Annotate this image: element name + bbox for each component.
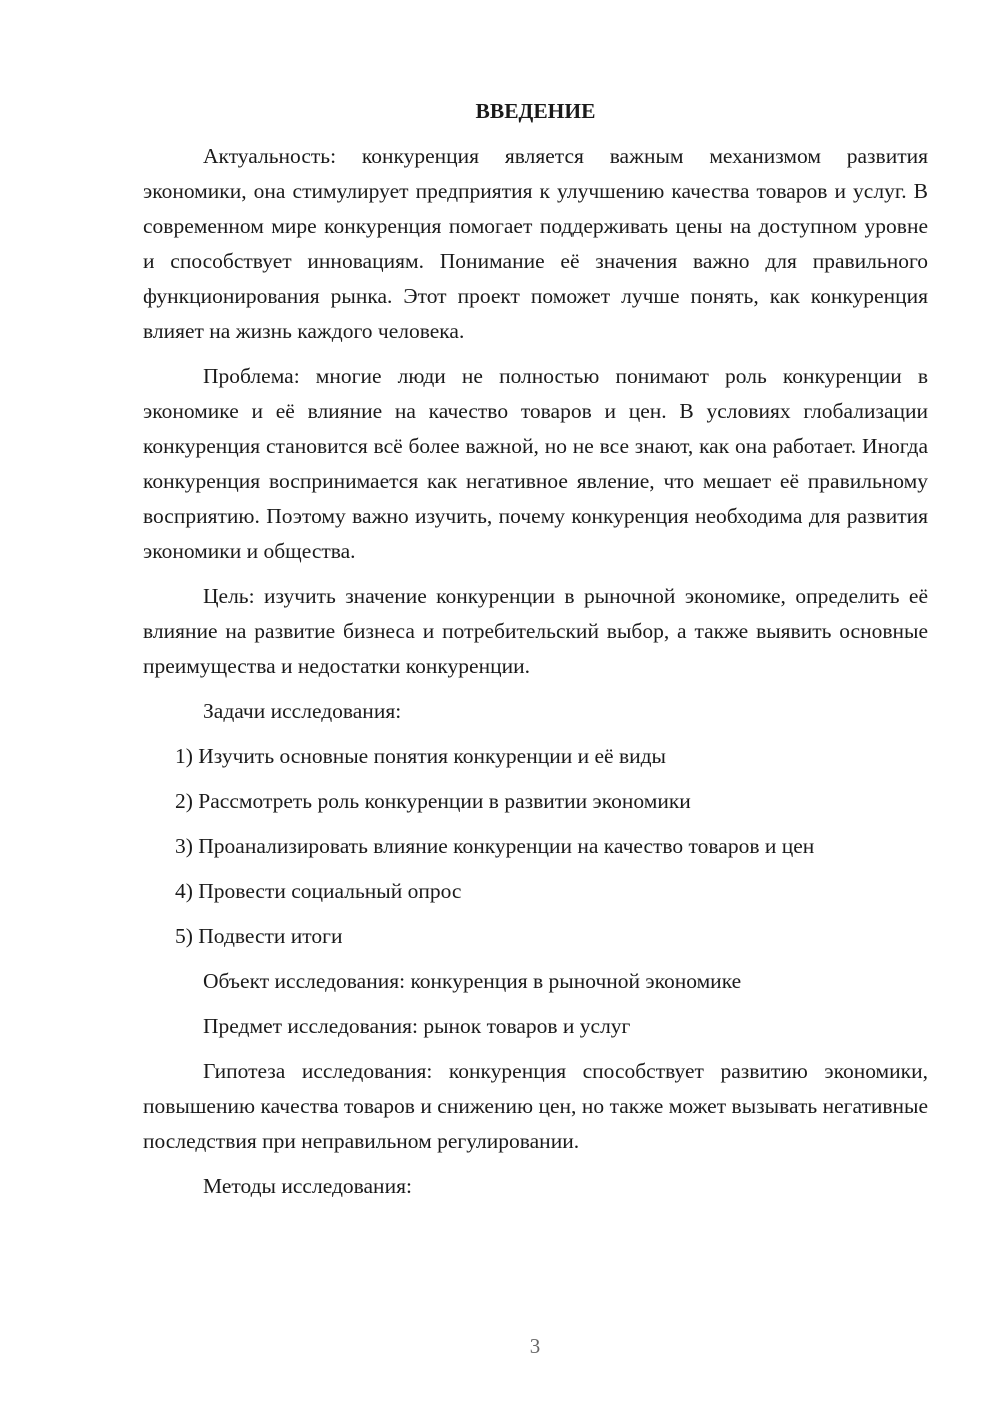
task-item-5: 5) Подвести итоги <box>175 924 343 948</box>
goal-paragraph: Цель: изучить значение конкуренции в рыночной экономике, определить её влияние на развитие бизнеса и потребительский выбор, а также выявить основные преимущества и недостатки конкуренции. <box>143 584 928 678</box>
task-item-2: 2) Рассмотреть роль конкуренции в развитии экономики <box>175 789 691 813</box>
hypothesis-paragraph: Гипотеза исследования: конкуренция способствует развитию экономики, повышению качества товаров и снижению цен, но также может вызывать негативные последствия при неправильном регулировании. <box>143 1059 928 1153</box>
methods-heading: Методы исследования: <box>203 1174 412 1198</box>
task-item-3: 3) Проанализировать влияние конкуренции на качество товаров и цен <box>175 834 815 858</box>
relevance-paragraph: Актуальность: конкуренция является важным механизмом развития экономики, она стимулирует предприятия к улучшению качества товаров и услуг. В современном мире конкуренция помогает поддерживать цены на доступном уровне и способствует инновациям. Понимание её значения важно для правильного функционирования рынка. Этот проект поможет лучше понять, как конкуренция влияет на жизнь каждого человека. <box>143 144 928 343</box>
subject-paragraph: Предмет исследования: рынок товаров и услуг <box>203 1014 631 1038</box>
tasks-heading: Задачи исследования: <box>203 699 402 723</box>
task-item-4: 4) Провести социальный опрос <box>175 879 462 903</box>
object-paragraph: Объект исследования: конкуренция в рыночной экономике <box>203 969 742 993</box>
page-number: 3 <box>529 1334 541 1358</box>
problem-paragraph: Проблема: многие люди не полностью понимают роль конкуренции в экономике и её влияние на качество товаров и цен. В условиях глобализации конкуренция становится всё более важной, но не все знают, как она работает. Иногда конкуренция воспринимается как негативное явление, что мешает её правильному восприятию. Поэтому важно изучить, почему конкуренция необходима для развития экономики и общества. <box>143 364 928 563</box>
page-title: ВВЕДЕНИЕ <box>475 99 596 123</box>
task-item-1: 1) Изучить основные понятия конкуренции и её виды <box>175 744 666 768</box>
page-content <box>143 94 928 1214</box>
